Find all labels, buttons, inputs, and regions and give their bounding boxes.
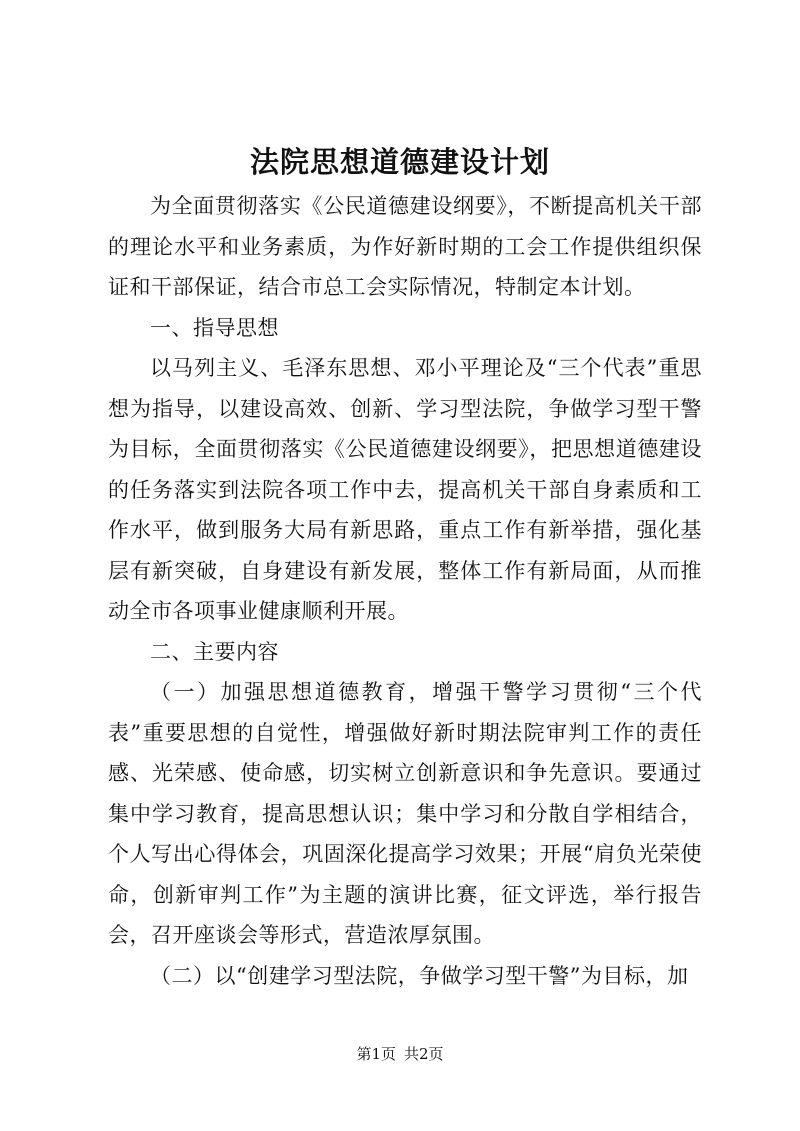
section-heading-main-content: 二、主要内容 <box>150 639 279 664</box>
main-content-item-2: （二）以“创建学习型法院，争做学习型干警”为目标，加 <box>150 963 689 988</box>
document-body <box>108 186 702 996</box>
page-footer <box>0 1044 800 1064</box>
main-content-item-1: （一）加强思想道德教育，增强干警学习贯彻“三个代表”重要思想的自觉性，增强做好新时期法院审判工作的责任感、光荣感、使命感，切实树立创新意识和争先意识。要通过集中学习教育，提高思想认识；集中学习和分散自学相结合，个人写出心得体会，巩固深化提高学习效果；开展“肩负光荣使命，创新审判工作”为主题的演讲比赛，征文评选，举行报告会，召开座谈会等形式，营造浓厚氛围。 <box>108 680 702 947</box>
guiding-thought-paragraph: 以马列主义、毛泽东思想、邓小平理论及“三个代表”重思想为指导，以建设高效、创新、学习型法院，争做学习型干警为目标，全面贯彻落实《公民道德建设纲要》，把思想道德建设的任务落实到法院各项工作中去，提高机关干部自身素质和工作水平，做到服务大局有新思路，重点工作有新举措，强化基层有新突破，自身建设有新发展，整体工作有新局面，从而推动全市各项事业健康顺利开展。 <box>108 356 702 623</box>
intro-paragraph: 为全面贯彻落实《公民道德建设纲要》，不断提高机关干部的理论水平和业务素质，为作好新时期的工会工作提供组织保证和干部保证，结合市总工会实际情况，特制定本计划。 <box>108 194 702 299</box>
page-number: 第1页 <box>356 1045 396 1063</box>
document-title: 法院思想道德建设计划 <box>249 145 550 179</box>
section-heading-guiding-thought: 一、指导思想 <box>150 315 279 340</box>
page-total: 共2页 <box>404 1045 444 1063</box>
